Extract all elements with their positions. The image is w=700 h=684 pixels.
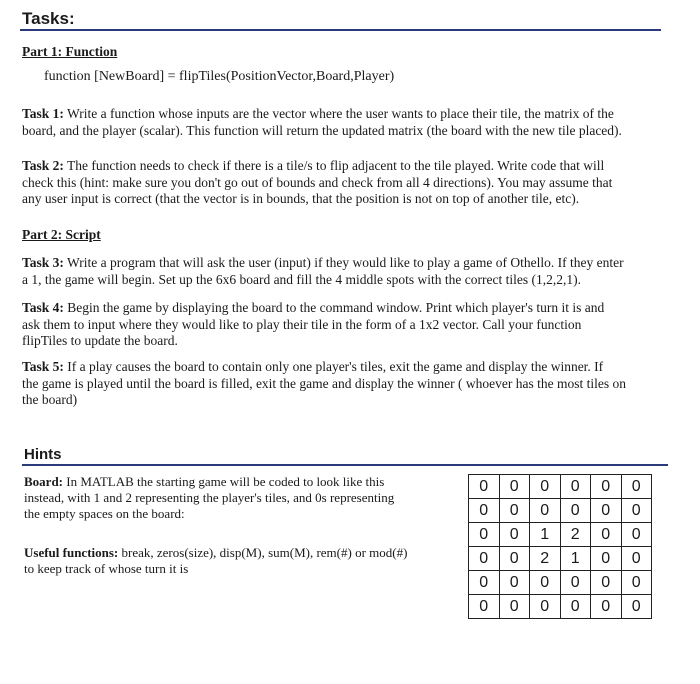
hint-board-line-3: the empty spaces on the board:	[24, 506, 185, 521]
board-row	[469, 547, 652, 571]
task1-line-1	[22, 106, 622, 123]
board-row	[469, 571, 652, 595]
tasks-heading: Tasks:	[22, 9, 75, 28]
task4-line-3: flipTiles to update the board.	[22, 333, 178, 348]
board-cell: 0	[560, 571, 591, 595]
task2-label: Task 2:	[22, 158, 64, 173]
hint-board-line-2: instead, with 1 and 2 representing the player's tiles, and 0s representing	[24, 490, 395, 505]
task5-paragraph	[22, 359, 626, 409]
hint-useful-paragraph	[24, 545, 407, 577]
hint-useful-line-1	[24, 545, 407, 561]
task4-paragraph	[22, 300, 604, 350]
board-cell: 0	[621, 523, 652, 547]
board-cell: 0	[591, 571, 622, 595]
task2-line-3: any user input is correct (that the vector is in bounds, that the position is not on top of another tile, etc).	[22, 191, 580, 206]
task5-line-3: the board)	[22, 392, 78, 407]
task4-line-2: ask them to input where they would like to play their tile in the form of a 1x2 vector. Call your function	[22, 316, 582, 332]
hint-useful-line-2: to keep track of whose turn it is	[24, 561, 189, 576]
hint-board-line-1	[24, 474, 394, 490]
board-cell: 0	[621, 595, 652, 619]
board-cell: 0	[560, 475, 591, 499]
board-cell: 0	[499, 547, 530, 571]
task1-text-1: Write a function whose inputs are the vector where the user wants to place their tile, the matrix of the	[67, 106, 614, 121]
board-row	[469, 523, 652, 547]
board-cell: 0	[621, 499, 652, 523]
board-cell: 0	[499, 523, 530, 547]
task5-line-2: the game is played until the board is filled, exit the game and display the winner ( whoever has the most tiles on	[22, 375, 626, 391]
task2-paragraph	[22, 158, 612, 208]
board-cell: 0	[591, 499, 622, 523]
board-row	[469, 499, 652, 523]
hint-board-paragraph	[24, 474, 394, 522]
board-cell: 0	[591, 595, 622, 619]
board-cell: 0	[469, 499, 500, 523]
board-cell: 0	[530, 595, 561, 619]
board-cell: 0	[591, 475, 622, 499]
task1-line-2: board, and the player (scalar). This function will return the updated matrix (the board with the new tile placed).	[22, 122, 622, 138]
hints-rule	[22, 464, 668, 466]
board-cell: 1	[560, 547, 591, 571]
task3-line-1	[22, 255, 624, 272]
board-cell: 0	[469, 547, 500, 571]
board-row	[469, 595, 652, 619]
task3-line-2: a 1, the game will begin. Set up the 6x6 board and fill the 4 middle spots with the correct tiles (1,2,2,1).	[22, 271, 582, 287]
board-cell: 0	[560, 595, 591, 619]
hint-useful-text-1: break, zeros(size), disp(M), sum(M), rem(#) or mod(#)	[121, 545, 408, 560]
board-cell: 0	[560, 499, 591, 523]
othello-board	[468, 474, 652, 619]
board-row	[469, 475, 652, 499]
task3-paragraph	[22, 255, 624, 288]
board-cell: 0	[621, 547, 652, 571]
task4-text-1: Begin the game by displaying the board to the command window. Print which player's turn it is and	[67, 300, 605, 315]
board-cell: 0	[530, 571, 561, 595]
board-cell: 2	[530, 547, 561, 571]
board-cell: 0	[621, 571, 652, 595]
task2-text-1: The function needs to check if there is a tile/s to flip adjacent to the tile played. Write code that will	[67, 158, 605, 173]
board-cell: 0	[530, 475, 561, 499]
task5-text-1: If a play causes the board to contain only one player's tiles, exit the game and display the winner. If	[67, 359, 604, 374]
task4-line-1	[22, 300, 604, 317]
function-signature: function [NewBoard] = flipTiles(PositionVector,Board,Player)	[44, 69, 395, 84]
task3-text-1: Write a program that will ask the user (input) if they would like to play a game of Othello. If they enter	[67, 255, 624, 270]
board-cell: 0	[530, 499, 561, 523]
task2-line-2: check this (hint: make sure you don't go out of bounds and check from all 4 directions). You may assume that	[22, 174, 613, 190]
tasks-heading-rule	[20, 29, 661, 31]
hint-board-text-1: In MATLAB the starting game will be coded to look like this	[66, 474, 385, 489]
task2-line-1	[22, 158, 612, 175]
board-cell: 0	[499, 571, 530, 595]
board-cell: 2	[560, 523, 591, 547]
board-cell: 1	[530, 523, 561, 547]
hint-useful-label: Useful functions:	[24, 545, 119, 560]
hint-board-label: Board:	[24, 474, 63, 489]
board-cell: 0	[469, 475, 500, 499]
hints-title: Hints	[24, 446, 62, 463]
task1-paragraph	[22, 106, 622, 139]
task3-label: Task 3:	[22, 255, 64, 270]
board-cell: 0	[621, 475, 652, 499]
board-cell: 0	[591, 523, 622, 547]
task5-line-1	[22, 359, 626, 376]
task1-label: Task 1:	[22, 106, 64, 121]
part1-title: Part 1: Function	[22, 44, 118, 59]
board-cell: 0	[499, 475, 530, 499]
board-cell: 0	[469, 571, 500, 595]
board-cell: 0	[499, 499, 530, 523]
board-cell: 0	[469, 595, 500, 619]
task4-label: Task 4:	[22, 300, 64, 315]
task5-label: Task 5:	[22, 359, 64, 374]
part2-title: Part 2: Script	[22, 227, 101, 242]
board-cell: 0	[591, 547, 622, 571]
board-cell: 0	[469, 523, 500, 547]
board-cell: 0	[499, 595, 530, 619]
